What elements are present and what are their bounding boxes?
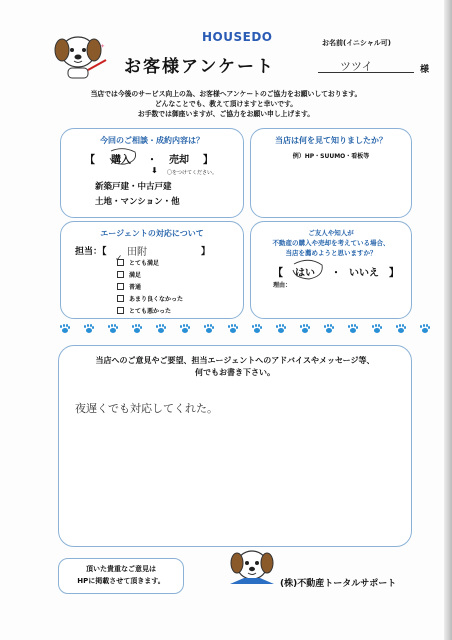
- option-yes[interactable]: はい: [295, 268, 315, 279]
- agent-name-value: 田附: [127, 247, 147, 258]
- paw-icon: [324, 324, 334, 334]
- property-type-line-1[interactable]: 新築戸建・中古戸建: [95, 182, 172, 192]
- agent-label: 担当：【: [75, 247, 107, 257]
- paw-icon: [420, 324, 430, 334]
- q1-bracket-close: 】: [203, 155, 213, 166]
- referral-example: 例）HP・SUUMO・看板等: [292, 153, 370, 160]
- option-very-satisfied: とても満足: [129, 260, 160, 267]
- buy-circle-mark: [105, 147, 141, 167]
- recommend-title-2: 不動産の購入や売却を考えている場合、: [272, 239, 390, 247]
- recommend-title-1: ご友人や知人が: [308, 229, 354, 237]
- consultation-title: 今回のご相談・成約内容は？: [100, 136, 204, 145]
- reason-label: 理由：: [273, 282, 292, 289]
- paw-icon: [252, 324, 262, 334]
- option-sell[interactable]: 売却: [169, 155, 189, 166]
- q1-separator: ・: [147, 155, 157, 166]
- q1-bracket-open: 【: [85, 155, 95, 166]
- name-underline: [318, 72, 414, 73]
- paw-icon: [204, 324, 214, 334]
- down-arrow-icon: ⬇: [151, 166, 158, 175]
- comments-title-1: 当店へのご意見やご要望、担当エージェントへのアドバイスやメッセージ等、: [95, 356, 375, 365]
- paw-icon: [156, 324, 166, 334]
- company-name: (株)不動産トータルサポート: [280, 579, 397, 589]
- paw-icon: [348, 324, 358, 334]
- option-very-bad: とても悪かった: [129, 308, 172, 315]
- publish-notice-bubble: [58, 558, 184, 594]
- dog-mascot-footer-icon: [222, 544, 280, 592]
- checkbox-satisfied[interactable]: [117, 271, 124, 278]
- name-field-label: お名前(イニシャル可): [322, 39, 391, 47]
- paw-icon: [372, 324, 382, 334]
- q4-separator: ・: [331, 268, 341, 279]
- circle-instruction: 〇をつけてください。: [167, 170, 218, 176]
- honorific-label: 様: [420, 65, 430, 75]
- checkbox-very-bad[interactable]: [117, 307, 124, 314]
- comments-box: [58, 345, 412, 547]
- paw-icon: [180, 324, 190, 334]
- recommend-title-3: 当店を薦めようと思いますか？: [285, 249, 377, 257]
- publish-notice-line-2: HPに掲載させて頂きます。: [77, 577, 165, 585]
- customer-name-value: ツツイ: [340, 60, 373, 73]
- dog-mascot-icon: [48, 30, 112, 84]
- q4-bracket-close: 】: [389, 268, 399, 279]
- option-buy[interactable]: 購入: [111, 155, 131, 166]
- q4-bracket-open: 【: [273, 268, 283, 279]
- paw-icon: [228, 324, 238, 334]
- checkbox-not-good[interactable]: [117, 295, 124, 302]
- paw-icon: [60, 324, 70, 334]
- svg-text:✦: ✦: [100, 43, 106, 50]
- brand-logo: HOUSEDO: [202, 30, 273, 44]
- option-normal: 普通: [129, 284, 142, 291]
- option-no[interactable]: いいえ: [349, 268, 379, 279]
- check-mark-icon: ✓: [115, 254, 123, 264]
- paw-icon: [84, 324, 94, 334]
- paw-icon: [108, 324, 118, 334]
- agent-response-title: エージェントの対応について: [100, 229, 204, 238]
- paw-divider: [60, 324, 430, 338]
- checkbox-normal[interactable]: [117, 283, 124, 290]
- referral-source-box: [250, 128, 412, 218]
- yes-circle-mark: [289, 258, 327, 282]
- option-satisfied: 満足: [129, 272, 142, 279]
- publish-notice-line-1: 頂いた貴重なご意見は: [86, 565, 156, 573]
- comment-text[interactable]: 夜遅くでも対応してくれた。: [75, 402, 218, 415]
- paw-icon: [276, 324, 286, 334]
- agent-response-box: [60, 221, 244, 319]
- intro-line-2: どんなことでも、教えて頂けますと幸いです。: [154, 100, 298, 108]
- option-not-good: あまり良くなかった: [129, 296, 184, 303]
- paw-icon: [396, 324, 406, 334]
- recommend-box: [250, 221, 412, 319]
- page-title: お客様アンケート: [124, 57, 275, 77]
- property-type-line-2[interactable]: 土地・マンション・他: [95, 197, 180, 207]
- comments-title-2: 何でもお書き下さい。: [195, 368, 275, 377]
- paw-icon: [132, 324, 142, 334]
- intro-line-3: お手数では御座いますが、ご協力をお願い申し上げます。: [137, 110, 315, 118]
- intro-line-1: 当店では今後のサービス向上の為、お客様へアンケートのご協力をお願いしております。: [90, 90, 362, 98]
- consultation-box: [60, 128, 244, 218]
- paw-icon: [300, 324, 310, 334]
- agent-bracket-close: 】: [201, 247, 211, 257]
- referral-source-title: 当店は何を見て知りましたか？: [275, 136, 387, 145]
